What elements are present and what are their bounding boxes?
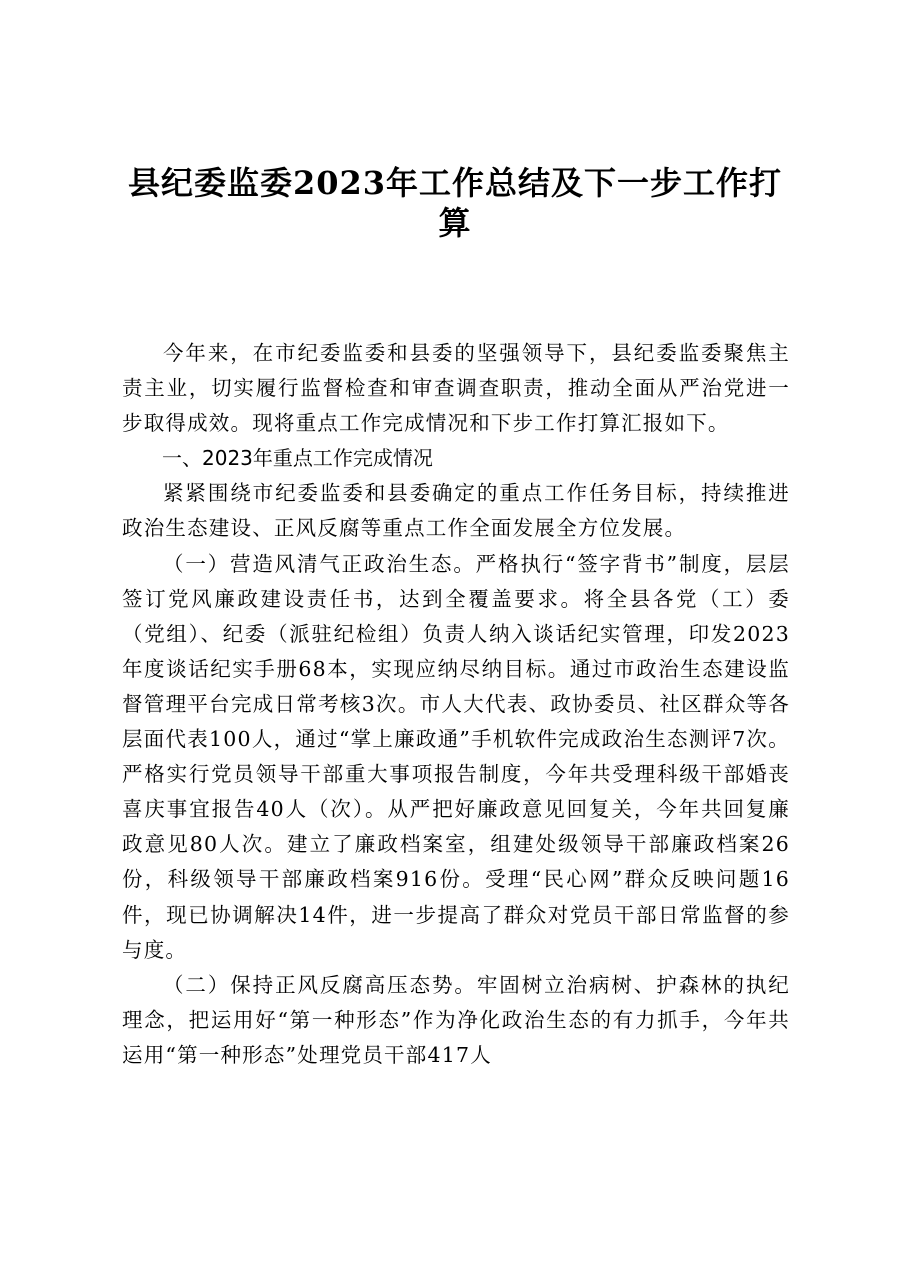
document-title-continued: 算: [438, 204, 472, 242]
section-heading: 一、2023年重点工作完成情况: [162, 446, 433, 471]
section-intro-paragraph: 紧紧围绕市纪委监委和县委确定的重点工作任务目标，持续推进政治生态建设、正风反腐等重点工作全面发展全方位发展。: [122, 481, 790, 541]
subsection-2-paragraph: （二）保持正风反腐高压态势。牢固树立治病树、护森林的执纪理念，把运用好“第一种形态”作为净化政治生态的有力抓手，今年共运用“第一种形态”处理党员干部417人: [122, 972, 790, 1067]
intro-paragraph: 今年来，在市纪委监委和县委的坚强领导下，县纪委监委聚焦主责主业，切实履行监督检查和审查调查职责，推动全面从严治党进一步取得成效。现将重点工作完成情况和下步工作打算汇报如下。: [122, 341, 790, 436]
document-body: [122, 336, 790, 1073]
subsection-1-paragraph: （一）营造风清气正政治生态。严格执行“签字背书”制度，层层签订党风廉政建设责任书，达到全覆盖要求。将全县各党（工）委（党组）、纪委（派驻纪检组）负责人纳入谈话纪实管理，印发2023年度谈话纪实手册68本，实现应纳尽纳目标。通过市政治生态建设监督管理平台完成日常考核3次。市人大代表、政协委员、社区群众等各层面代表100人，通过“掌上廉政通”手机软件完成政治生态测评7次。严格实行党员领导干部重大事项报告制度，今年共受理科级干部婚丧喜庆事宜报告40人（次）。从严把好廉政意见回复关，今年共回复廉政意见80人次。建立了廉政档案室，组建处级领导干部廉政档案26份，科级领导干部廉政档案916份。受理“民心网”群众反映问题16件，现已协调解决14件，进一步提高了群众对党员干部日常监督的参与度。: [122, 551, 790, 962]
document-title: 县纪委监委2023年工作总结及下一步工作打: [127, 164, 783, 202]
